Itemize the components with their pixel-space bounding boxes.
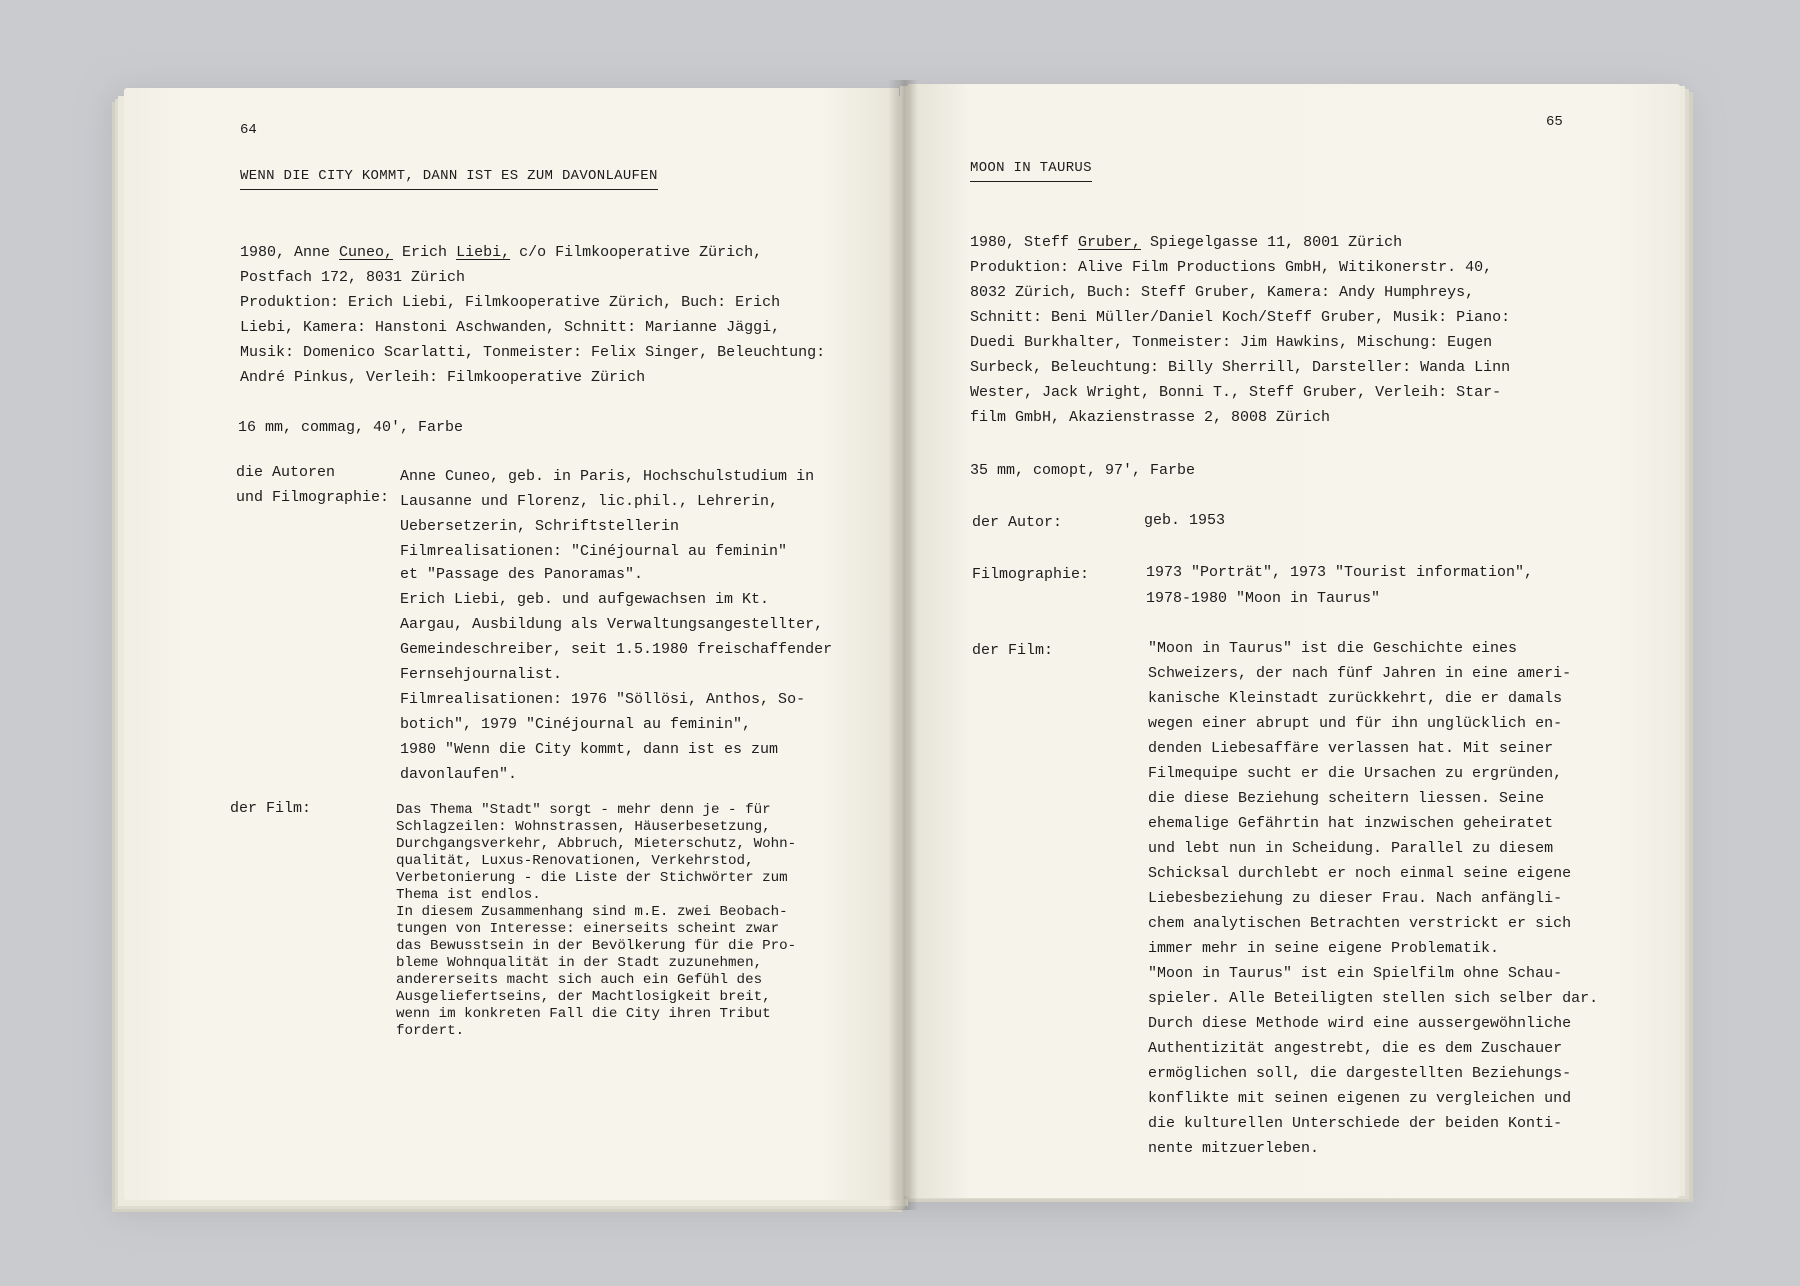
film-line: denden Liebesaffäre verlassen hat. Mit seiner (1148, 740, 1554, 757)
left-page (124, 88, 899, 1200)
film-line: und lebt nun in Scheidung. Parallel zu diesem (1148, 840, 1554, 857)
film-line: Filmequipe sucht er die Ursachen zu ergründen, (1148, 765, 1563, 782)
label-film: der Film: (230, 800, 312, 817)
credits-line: Surbeck, Beleuchtung: Billy Sherrill, Darsteller: Wanda Linn (970, 359, 1511, 376)
film-line: Das Thema "Stadt" sorgt - mehr denn je - für (396, 802, 771, 818)
right-page (908, 84, 1680, 1198)
film-line: kanische Kleinstadt zurückkehrt, die er damals (1148, 690, 1563, 707)
film-line: tungen von Interesse: einerseits scheint zwar (396, 921, 780, 937)
film-line: wenn im konkreten Fall die City ihren Tribut (396, 1006, 771, 1022)
film-line: Liebesbeziehung zu dieser Frau. Nach anfängli- (1148, 890, 1563, 907)
autoren-line: botich", 1979 "Cinéjournal au feminin", (400, 716, 752, 733)
film-line: qualität, Luxus-Renovationen, Verkehrstod, (396, 853, 754, 869)
label-autor: der Autor: (972, 514, 1063, 531)
autoren-line: davonlaufen". (400, 766, 518, 783)
credits-line: Musik: Domenico Scarlatti, Tonmeister: Felix Singer, Beleuchtung: (240, 344, 826, 361)
film-line: Ausgeliefertseins, der Machtlosigkeit breit, (396, 989, 771, 1005)
film-line: In diesem Zusammenhang sind m.E. zwei Beobach- (396, 904, 788, 920)
credits-line: film GmbH, Akazienstrasse 2, 8008 Zürich (970, 409, 1331, 426)
autoren-line: Anne Cuneo, geb. in Paris, Hochschulstudium in (400, 468, 815, 485)
autoren-line: Lausanne und Florenz, lic.phil., Lehrerin, (400, 493, 779, 510)
author-surname: Gruber, (1078, 234, 1142, 251)
credits-line: Schnitt: Beni Müller/Daniel Koch/Steff Gruber, Musik: Piano: (970, 309, 1511, 326)
autoren-line: Gemeindeschreiber, seit 1.5.1980 freischaffender (400, 641, 833, 658)
film-line: bleme Wohnqualität in der Stadt zuzunehmen, (396, 955, 763, 971)
credits-line: Liebi, Kamera: Hanstoni Aschwanden, Schnitt: Marianne Jäggi, (240, 319, 781, 336)
page-number: 64 (240, 122, 257, 138)
author-surname: Liebi, (456, 244, 511, 261)
autoren-line: Uebersetzerin, Schriftstellerin (400, 518, 680, 535)
author-surname: Cuneo, (339, 244, 394, 261)
film-line: ermöglichen soll, die dargestellten Beziehungs- (1148, 1065, 1572, 1082)
filmographie-line: 1978-1980 "Moon in Taurus" (1146, 590, 1381, 607)
film-line: "Moon in Taurus" ist ein Spielfilm ohne Schau- (1148, 965, 1563, 982)
film-line: spieler. Alle Beteiligten stellen sich selber dar. (1148, 990, 1599, 1007)
page-number: 65 (1546, 114, 1563, 130)
autoren-line: Erich Liebi, geb. und aufgewachsen im Kt. (400, 591, 770, 608)
film-line: Durch diese Methode wird eine aussergewöhnliche (1148, 1015, 1572, 1032)
autoren-line: Aargau, Ausbildung als Verwaltungsangestellter, (400, 616, 824, 633)
film-format: 35 mm, comopt, 97', Farbe (970, 462, 1196, 479)
credits-line: Produktion: Erich Liebi, Filmkooperative Zürich, Buch: Erich (240, 294, 781, 311)
film-line: ehemalige Gefährtin hat inzwischen geheiratet (1148, 815, 1554, 832)
film-line: Schweizers, der nach fünf Jahren in eine ameri- (1148, 665, 1572, 682)
label-film: der Film: (972, 642, 1054, 659)
film-line: "Moon in Taurus" ist die Geschichte eines (1148, 640, 1518, 657)
film-line: fordert. (396, 1023, 465, 1039)
autoren-line: 1980 "Wenn die City kommt, dann ist es zum (400, 741, 779, 758)
autoren-line: et "Passage des Panoramas". (400, 566, 644, 583)
page-title: MOON IN TAURUS (970, 160, 1092, 182)
book-gutter (888, 80, 918, 1210)
label-filmographie: und Filmographie: (236, 489, 390, 506)
autoren-line: Filmrealisationen: 1976 "Söllösi, Anthos, So- (400, 691, 806, 708)
film-line: Thema ist endlos. (396, 887, 541, 903)
autoren-line: Fernsehjournalist. (400, 666, 563, 683)
credits-line: André Pinkus, Verleih: Filmkooperative Zürich (240, 369, 646, 386)
film-line: konflikte mit seinen eigenen zu vergleichen und (1148, 1090, 1572, 1107)
film-line: nente mitzuerleben. (1148, 1140, 1320, 1157)
credits-line: Produktion: Alive Film Productions GmbH, Witikonerstr. 40, (970, 259, 1493, 276)
film-line: chem analytischen Betrachten verstrickt er sich (1148, 915, 1572, 932)
page-title: WENN DIE CITY KOMMT, DANN IST ES ZUM DAVONLAUFEN (240, 168, 658, 190)
credits-line: 1980, Steff Gruber, Spiegelgasse 11, 8001 Zürich (970, 234, 1403, 251)
film-line: Schicksal durchlebt er noch einmal seine eigene (1148, 865, 1572, 882)
credits-line: Postfach 172, 8031 Zürich (240, 269, 466, 286)
autoren-line: Filmrealisationen: "Cinéjournal au feminin" (400, 543, 788, 560)
film-line: wegen einer abrupt und für ihn unglücklich en- (1148, 715, 1563, 732)
film-line: andererseits macht sich auch ein Gefühl des (396, 972, 763, 988)
film-line: immer mehr in seine eigene Problematik. (1148, 940, 1500, 957)
film-line: Durchgangsverkehr, Abbruch, Mieterschutz, Wohn- (396, 836, 797, 852)
film-format: 16 mm, commag, 40', Farbe (238, 419, 464, 436)
film-line: die diese Beziehung scheitern liessen. Seine (1148, 790, 1545, 807)
label-filmographie: Filmographie: (972, 566, 1090, 583)
film-line: Verbetonierung - die Liste der Stichwörter zum (396, 870, 788, 886)
filmographie-line: 1973 "Porträt", 1973 "Tourist information", (1146, 564, 1534, 581)
credits-line: 8032 Zürich, Buch: Steff Gruber, Kamera: Andy Humphreys, (970, 284, 1475, 301)
credits-line: Wester, Jack Wright, Bonni T., Steff Gruber, Verleih: Star- (970, 384, 1502, 401)
film-line: Schlagzeilen: Wohnstrassen, Häuserbesetzung, (396, 819, 771, 835)
film-line: das Bewusstsein in der Bevölkerung für die Pro- (396, 938, 797, 954)
autor-value: geb. 1953 (1144, 512, 1226, 529)
film-line: die kulturellen Unterschiede der beiden Konti- (1148, 1115, 1563, 1132)
film-line: Authentizität angestrebt, die es dem Zuschauer (1148, 1040, 1563, 1057)
credits-line: Duedi Burkhalter, Tonmeister: Jim Hawkins, Mischung: Eugen (970, 334, 1493, 351)
label-autoren: die Autoren (236, 464, 336, 481)
credits-line: 1980, Anne Cuneo, Erich Liebi, c/o Filmkooperative Zürich, (240, 244, 763, 261)
